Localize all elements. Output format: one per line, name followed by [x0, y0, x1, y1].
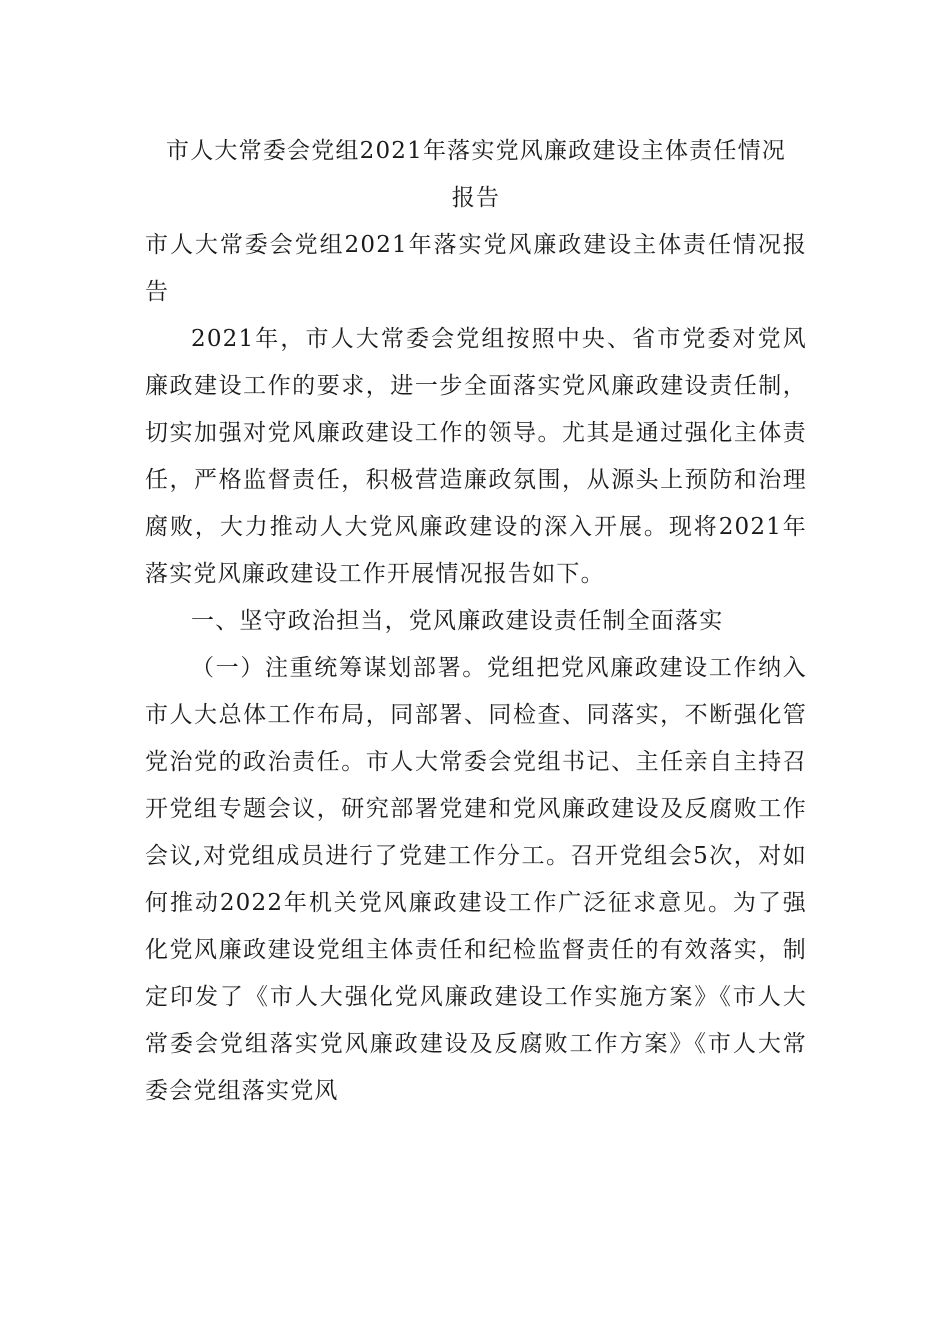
- document-title-line-1: 市人大常委会党组2021年落实党风廉政建设主体责任情况: [166, 138, 786, 164]
- document-title: [145, 128, 807, 222]
- subsection-paragraph-1: （一）注重统筹谋划部署。党组把党风廉政建设工作纳入市人大总体工作布局，同部署、同检查、同落实，不断强化管党治党的政治责任。市人大常委会党组书记、主任亲自主持召开党组专题会议，研究部署党建和党风廉政建设及反腐败工作会议,对党组成员进行了党建工作分工。召开党组会5次，对如何推动2022年机关党风廉政建设工作广泛征求意见。为了强化党风廉政建设党组主体责任和纪检监督责任的有效落实，制定印发了《市人大强化党风廉政建设工作实施方案》《市人大常委会党组落实党风廉政建设及反腐败工作方案》《市人大常委会党组落实党风: [145, 655, 807, 1104]
- document-subtitle: 市人大常委会党组2021年落实党风廉政建设主体责任情况报告: [145, 232, 807, 305]
- intro-paragraph: 2021年，市人大常委会党组按照中央、省市党委对党风廉政建设工作的要求，进一步全面落实党风廉政建设责任制，切实加强对党风廉政建设工作的领导。尤其是通过强化主体责任，严格监督责任，积极营造廉政氛围，从源头上预防和治理腐败，大力推动人大党风廉政建设的深入开展。现将2021年落实党风廉政建设工作开展情况报告如下。: [145, 326, 807, 587]
- section-heading-1: 一、坚守政治担当，党风廉政建设责任制全面落实: [191, 608, 724, 634]
- document-body: [145, 128, 807, 1115]
- document-title-line-2: 报告: [451, 185, 501, 211]
